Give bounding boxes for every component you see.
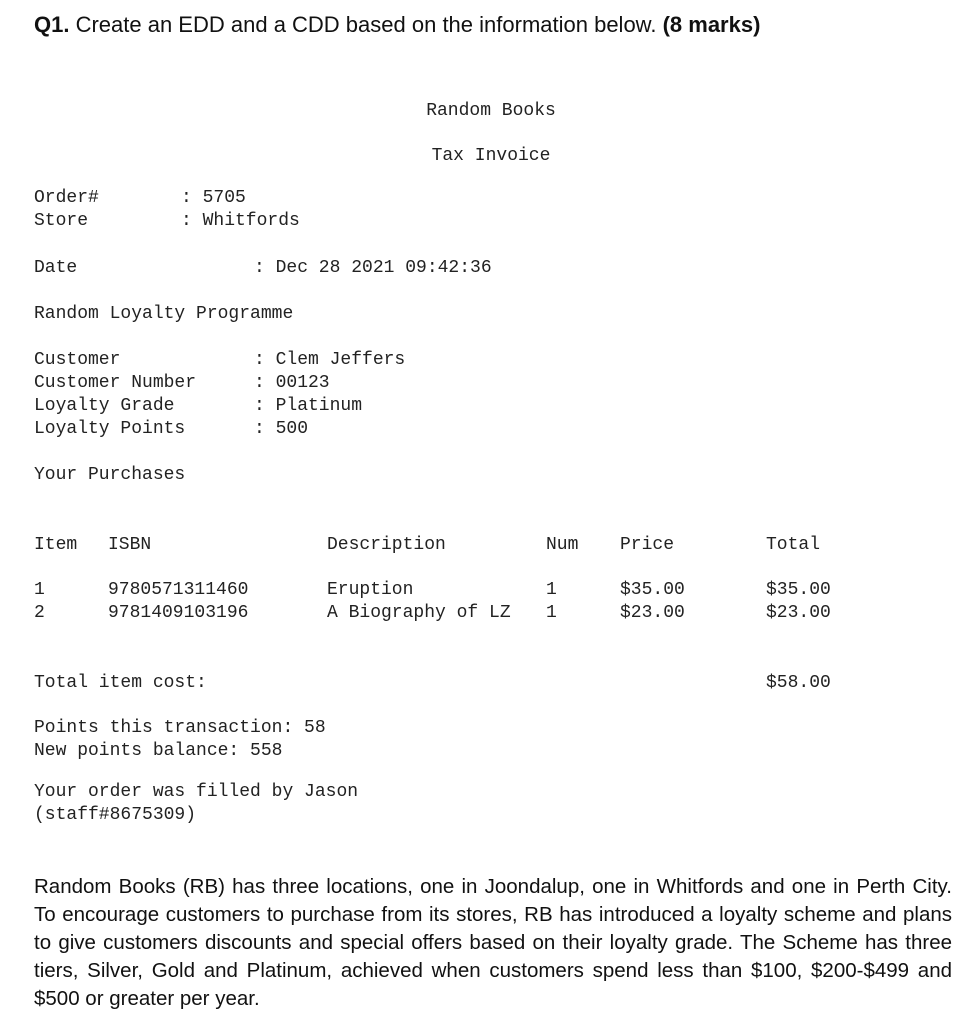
total-label: Total item cost: [34,673,207,693]
col-header-description: Description [327,535,446,555]
loyalty-points-value: : 500 [254,419,309,439]
date-label: Date [34,258,78,278]
cell-total: $35.00 [766,580,831,600]
customer-label: Customer [34,350,121,370]
cell-isbn: 9780571311460 [108,580,249,600]
col-header-price: Price [620,535,675,555]
order-value: : 5705 [181,188,246,208]
cell-num: 1 [546,603,557,623]
description-paragraph: Random Books (RB) has three locations, one in Joondalup, one in Whitfords and one in Perth City. To encourage customers to purchase from its stores, RB has introduced a loyalty scheme and plans to give customers discounts and special offers based on their loyalty grade. The Scheme has three tiers, Silver, Gold and Platinum, achieved when customers spend less than $100, $200-$499 and $500 or greater per year. [34,875,952,1010]
question-number: Q1. [34,12,70,37]
cell-item: 2 [34,603,45,623]
cell-price: $35.00 [620,580,685,600]
date-value: : Dec 28 2021 09:42:36 [254,258,492,278]
points-transaction: Points this transaction: 58 [34,718,326,738]
col-header-num: Num [546,535,579,555]
staff-id: (staff#8675309) [34,805,197,825]
cell-description: A Biography of LZ [327,603,511,623]
order-label: Order# [34,188,99,208]
cell-item: 1 [34,580,45,600]
cell-num: 1 [546,580,557,600]
col-header-total: Total [766,535,821,555]
loyalty-points-label: Loyalty Points [34,419,186,439]
cell-description: Eruption [327,580,414,600]
loyalty-grade-value: : Platinum [254,396,363,416]
customer-number-value: : 00123 [254,373,330,393]
loyalty-grade-label: Loyalty Grade [34,396,175,416]
total-value: $58.00 [766,673,831,693]
question-marks: (8 marks) [662,12,761,37]
invoice-store-name: Random Books [426,101,556,121]
col-header-item: Item [34,535,78,555]
question-heading [34,10,760,40]
customer-value: : Clem Jeffers [254,350,406,370]
store-label: Store [34,211,89,231]
purchases-heading: Your Purchases [34,465,186,485]
col-header-isbn: ISBN [108,535,152,555]
customer-number-label: Customer Number [34,373,197,393]
points-balance: New points balance: 558 [34,741,283,761]
cell-total: $23.00 [766,603,831,623]
loyalty-heading: Random Loyalty Programme [34,304,294,324]
cell-price: $23.00 [620,603,685,623]
question-text: Create an EDD and a CDD based on the information below. [69,12,663,37]
filled-by: Your order was filled by Jason [34,782,359,802]
invoice-title: Tax Invoice [431,146,551,166]
store-value: : Whitfords [181,211,300,231]
cell-isbn: 9781409103196 [108,603,249,623]
